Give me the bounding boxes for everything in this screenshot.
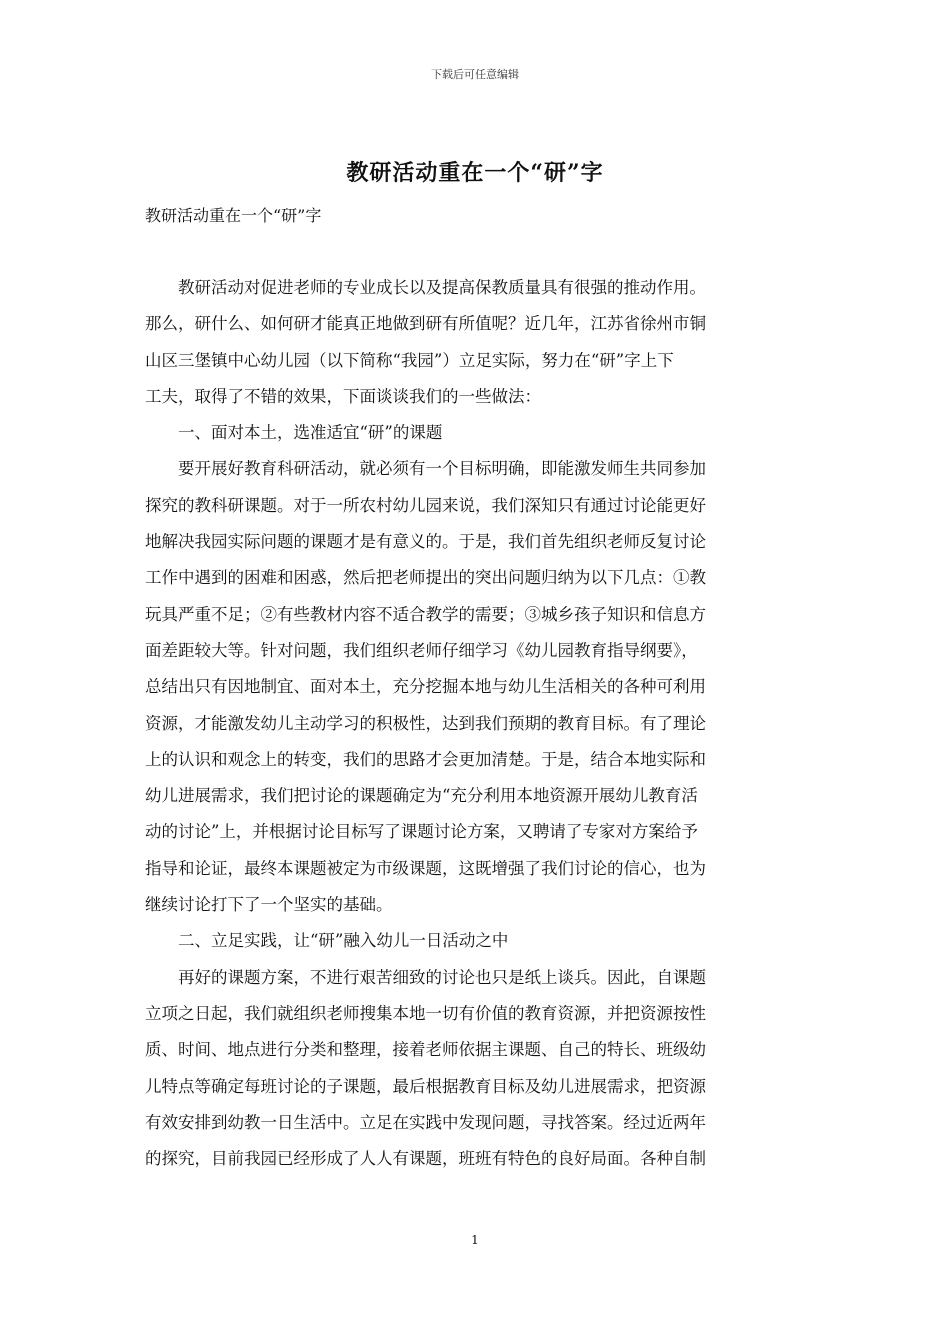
section-heading-1: 一、面对本土，选准适宜“研”的课题 xyxy=(145,423,443,443)
text-line: 的探究，目前我园已经形成了人人有课题，班班有特色的良好局面。各种自制 xyxy=(145,1149,706,1169)
text-line: 教研活动对促进老师的专业成长以及提高保教质量具有很强的推动作用。 xyxy=(145,278,706,297)
body-text xyxy=(145,270,805,1177)
text-line: 再好的课题方案，不进行艰苦细致的讨论也只是纸上谈兵。因此，自课题 xyxy=(145,967,706,987)
text-line: 指导和论证，最终本课题被定为市级课题，这既增强了我们讨论的信心，也为 xyxy=(145,858,706,878)
text-line: 玩具严重不足；②有些教材内容不适合教学的需要；③城乡孩子知识和信息方 xyxy=(145,604,706,624)
text-line: 儿特点等确定每班讨论的子课题，最后根据教育目标及幼儿进展需求，把资源 xyxy=(145,1076,706,1096)
document-title: 教研活动重在一个“研”字 xyxy=(346,160,604,186)
subtitle: 教研活动重在一个“研”字 xyxy=(145,206,322,225)
text-line: 要开展好教育科研活动，就必须有一个目标明确，即能激发师生共同参加 xyxy=(145,459,706,479)
page-number: 1 xyxy=(471,1233,479,1247)
text-line: 面差距较大等。针对问题，我们组织老师仔细学习《幼儿园教育指导纲要》， xyxy=(145,640,698,660)
text-line: 那么，研什么、如何研才能真正地做到研有所值呢？近几年，江苏省徐州市铜 xyxy=(145,314,706,334)
text-line: 工夫，取得了不错的效果，下面谈谈我们的一些做法： xyxy=(145,386,541,406)
text-line: 山区三堡镇中心幼儿园（以下简称“我园”）立足实际，努力在“研”字上下 xyxy=(145,350,674,370)
header-note: 下载后可任意编辑 xyxy=(431,68,519,81)
text-line: 质、时间、地点进行分类和整理，接着老师依据主课题、自己的特长、班级幼 xyxy=(145,1040,706,1060)
text-line: 继续讨论打下了一个坚实的基础。 xyxy=(145,895,393,915)
text-line: 资源，才能激发幼儿主动学习的积极性，达到我们预期的教育目标。有了理论 xyxy=(145,713,706,733)
text-line: 立项之日起，我们就组织老师搜集本地一切有价值的教育资源，并把资源按性 xyxy=(145,1003,706,1023)
text-line: 地解决我园实际问题的课题才是有意义的。于是，我们首先组织老师反复讨论 xyxy=(145,532,706,552)
text-line: 有效安排到幼教一日生活中。立足在实践中发现问题，寻找答案。经过近两年 xyxy=(145,1112,706,1132)
text-line: 上的认识和观念上的转变，我们的思路才会更加清楚。于是，结合本地实际和 xyxy=(145,749,706,769)
section-heading-2: 二、立足实践，让“研”融入幼儿一日活动之中 xyxy=(145,931,509,951)
text-line: 动的讨论”上，并根据讨论目标写了课题讨论方案，又聘请了专家对方案给予 xyxy=(145,822,698,842)
text-line: 幼儿进展需求，我们把讨论的课题确定为“充分利用本地资源开展幼儿教育活 xyxy=(145,786,698,806)
text-line: 总结出只有因地制宜、面对本土，充分挖掘本地与幼儿生活相关的各种可利用 xyxy=(145,677,706,697)
text-line: 工作中遇到的困难和困惑，然后把老师提出的突出问题归纳为以下几点：①教 xyxy=(145,568,706,588)
text-line: 探究的教科研课题。对于一所农村幼儿园来说，我们深知只有通过讨论能更好 xyxy=(145,495,706,515)
